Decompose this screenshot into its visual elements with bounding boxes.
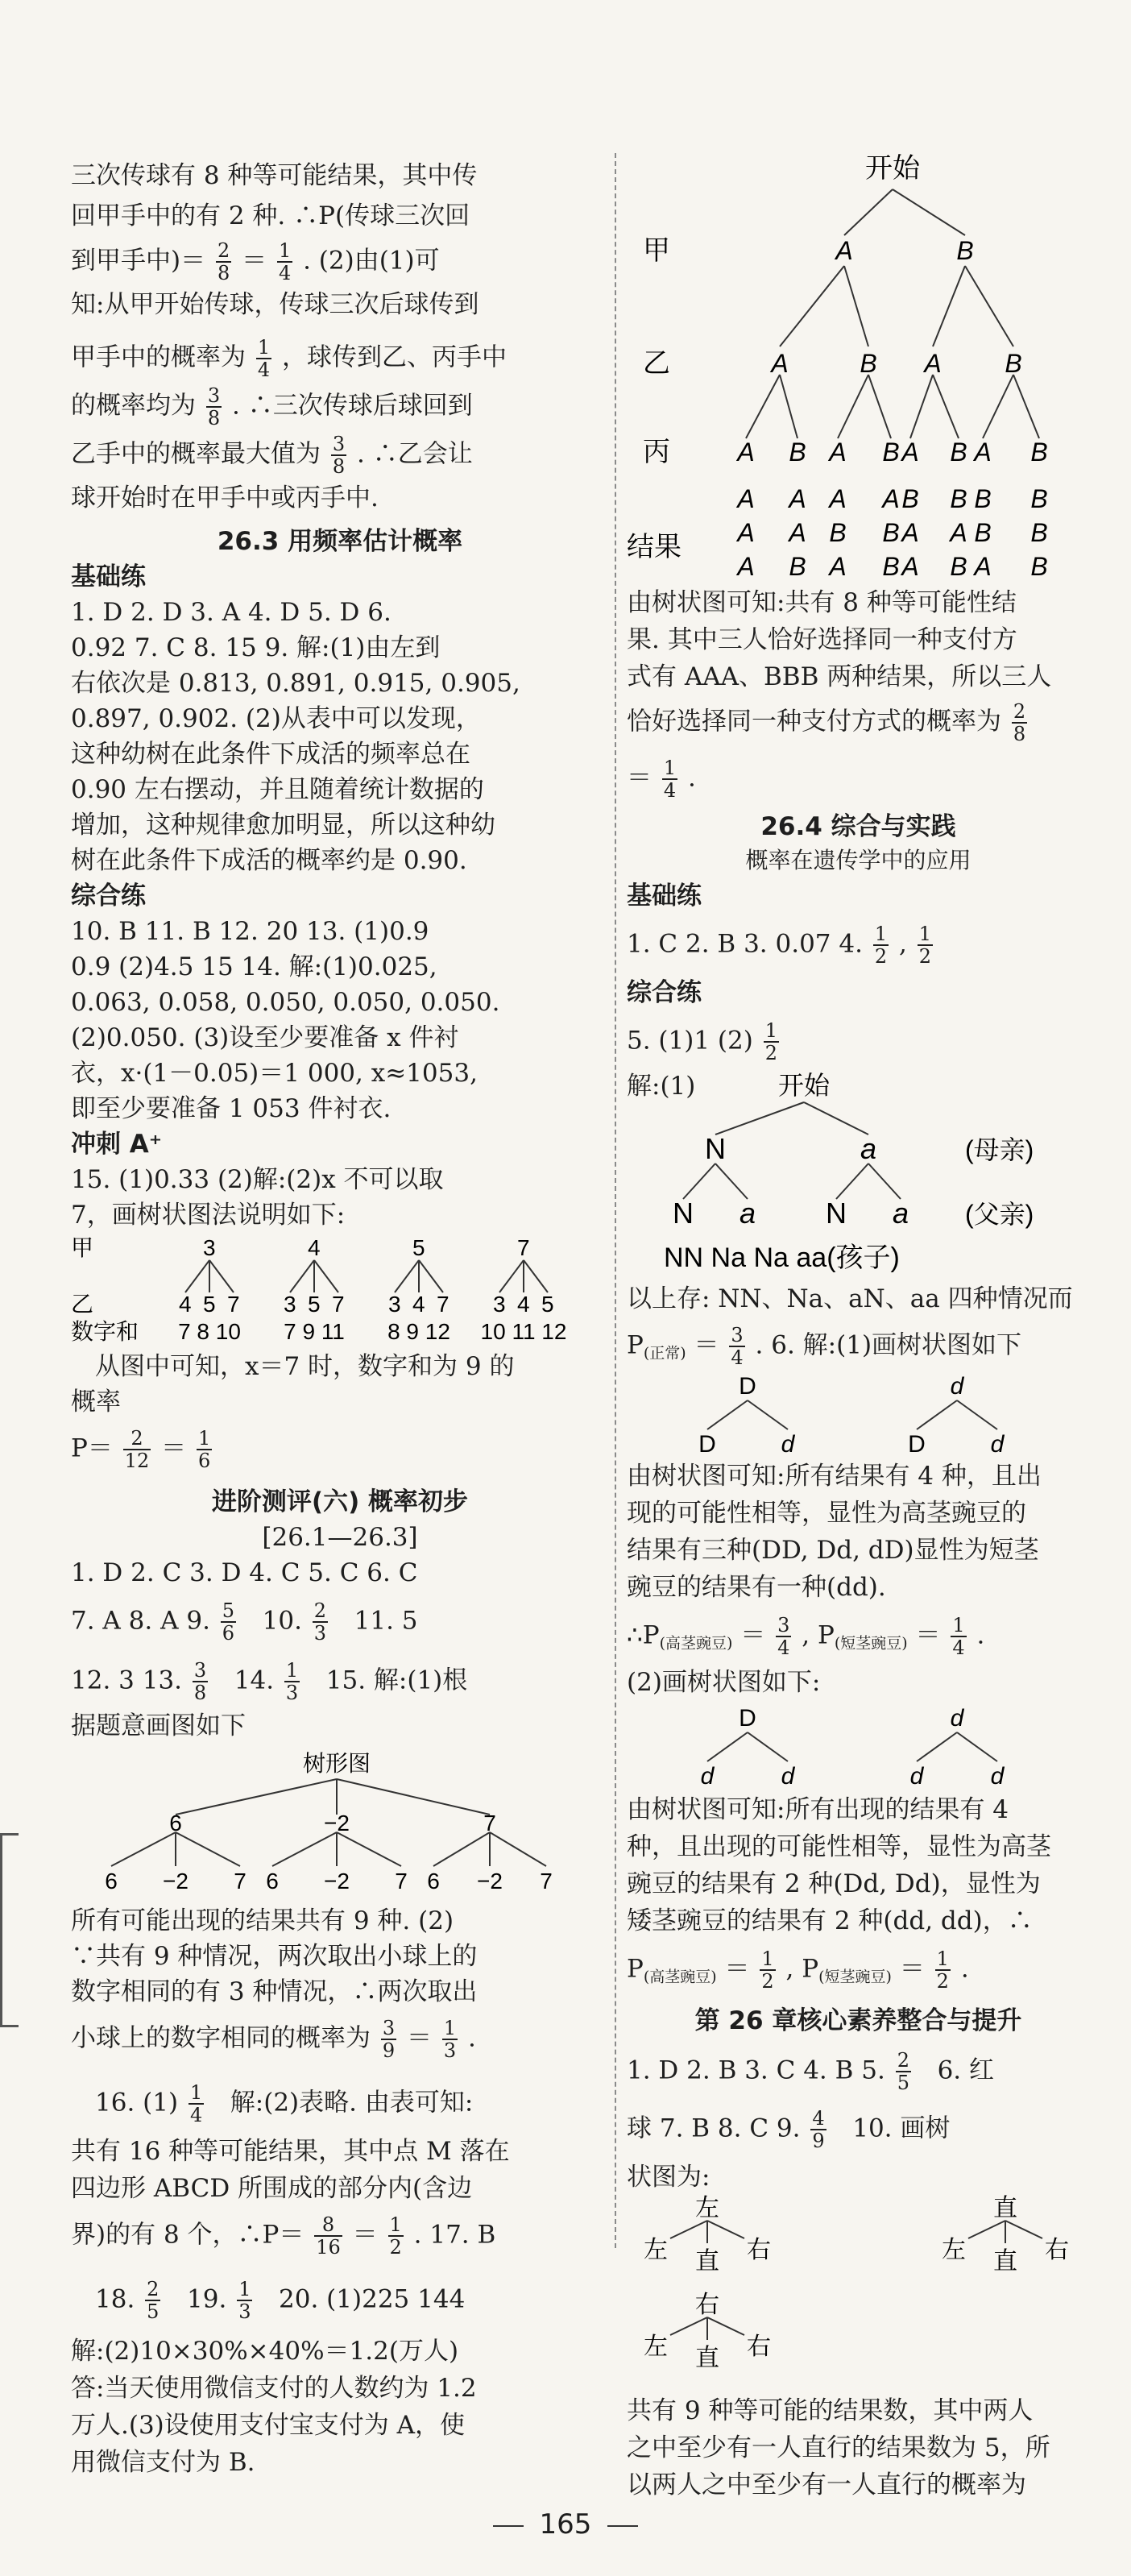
tree-node: 4	[517, 1292, 530, 1317]
text-line: 共有 9 种等可能的结果数，其中两人	[627, 2396, 1034, 2425]
fraction: $\frac{3}{8}$	[207, 384, 221, 429]
subsection-heading: 基础练	[627, 881, 702, 911]
tree-start: 开始	[777, 1071, 831, 1100]
tree-node: 3	[493, 1292, 506, 1317]
result-cell: A	[882, 484, 900, 513]
children-result: NN Na Na aa(孩子)	[664, 1242, 900, 1273]
tree-node: D	[739, 1705, 756, 1732]
tree-node: 5	[308, 1292, 321, 1317]
tree-diagram-peas-2	[627, 1702, 1090, 1790]
text-line: 从图中可知，x＝7 时，数字和为 9 的	[95, 1352, 515, 1381]
text-line: 由树状图可知:共有 8 种等可能性结	[627, 588, 1017, 617]
result-cell: B	[974, 518, 992, 547]
tree-title: 树形图	[302, 1751, 371, 1776]
tree-edges	[746, 189, 1039, 438]
sum-group: 7 9 11	[284, 1319, 345, 1344]
text-line: 之中至少有一人直行的结果数为 5，所	[627, 2433, 1050, 2462]
fraction: $\frac{1}{3}$	[443, 2017, 457, 2062]
tree-leaf: 直	[695, 2345, 719, 2371]
fraction: $\frac{5}{6}$	[222, 1599, 235, 1645]
fraction: $\frac{1}{4}$	[257, 336, 271, 381]
result-cell: B	[974, 484, 992, 513]
text-line: $\therefore P_{(高茎豌豆)}$ ＝ $\frac{3}{4}$ , $P_{(短茎豌豆)}$ ＝ $\frac{1}{4}$ .	[627, 1614, 985, 1659]
tree-leaf: 6	[266, 1869, 279, 1894]
fraction: $\frac{1}{3}$	[238, 2278, 251, 2323]
sum-group: 7 8 10	[178, 1319, 241, 1344]
result-cell: A	[737, 484, 755, 513]
fraction: $\frac{2}{8}$	[217, 239, 230, 284]
tree-node: N	[826, 1197, 847, 1230]
tree-leaf: d	[700, 1763, 715, 1790]
tree-leaf: d	[909, 1763, 924, 1790]
fraction: $\frac{1}{2}$	[918, 923, 931, 968]
tree-node: A	[924, 349, 942, 378]
text-line: 三次传球有 8 种等可能结果，其中传	[71, 161, 478, 190]
text-line: 以上存: NN、Na、aN、aa 四种情况而	[627, 1284, 1073, 1313]
tree-leaf: B	[789, 438, 806, 467]
result-cell: B	[1030, 484, 1048, 513]
tree-node: 3	[388, 1292, 401, 1317]
answer-line: 1. D 2. D 3. A 4. D 5. D 6.	[71, 598, 392, 627]
tree-leaf: 7	[540, 1869, 553, 1894]
answer-line: 1. C 2. B 3. 0.07 4. $\frac{1}{2}$ , $\frac{1}{2}$	[627, 923, 931, 968]
row-label: 结果	[627, 532, 682, 562]
page-dash-left	[493, 2525, 524, 2527]
tree-leaf: 右	[1045, 2237, 1069, 2263]
tree-node: 3	[203, 1235, 216, 1260]
fraction: $\frac{1}{2}$	[936, 1948, 949, 1993]
answer-line: 增加，这种规律愈加明显，所以这种幼	[71, 811, 495, 840]
text-line: (2)画树状图如下:	[627, 1668, 821, 1697]
tree-node: B	[860, 349, 877, 378]
text-line: 知:从甲开始传球，传球三次后球传到	[71, 290, 479, 319]
row-label: 乙	[643, 348, 670, 379]
tree-node: 4	[179, 1292, 192, 1317]
text-line: 解:(2)10×30%×40%＝1.2(万人)	[71, 2337, 459, 2366]
label-yi: 乙	[71, 1292, 94, 1317]
result-cell: A	[737, 552, 755, 581]
row-label: 丙	[643, 437, 670, 467]
tree-node: d	[950, 1373, 964, 1400]
text-line: 豌豆的结果有 2 种(Dd, Dd)，显性为	[627, 1869, 1041, 1898]
answer-line: 7. A 8. A 9. $\frac{5}{6}$ 10. $\frac{2}{3}$ 11. 5	[71, 1599, 418, 1645]
tree-edges	[707, 1400, 997, 1429]
tree-node: A	[835, 236, 853, 265]
tree-node: −2	[324, 1811, 350, 1836]
tree-node: N	[673, 1197, 694, 1230]
answer-line: 0.90 左右摆动，并且随着统计数据的	[71, 775, 484, 804]
result-cell: B	[829, 518, 847, 547]
section-heading: 进阶测评(六) 概率初步	[211, 1487, 469, 1516]
answer-line: 5. (1)1 (2) $\frac{1}{2}$	[627, 1019, 777, 1064]
sum-group: 8 9 12	[387, 1319, 450, 1344]
result-cell: A	[950, 518, 967, 547]
text-line: 式有 AAA、BBB 两种结果，所以三人	[627, 662, 1052, 691]
answer-line: 0.9 (2)4.5 15 14. 解:(1)0.025,	[71, 952, 437, 981]
result-cell: A	[789, 518, 806, 547]
tree-leaf: B	[882, 438, 900, 467]
tree-leaf: 直	[695, 2248, 719, 2275]
answer-line: 衣，x·(1－0.05)＝1 000, x≈1053,	[71, 1059, 478, 1088]
mother-label: (母亲)	[965, 1135, 1034, 1164]
text-line: 球开始时在甲手中或丙手中.	[71, 483, 379, 512]
result-cell: B	[1030, 552, 1048, 581]
result-cell: B	[901, 484, 919, 513]
result-cell: B	[882, 518, 900, 547]
text-line: 以两人之中至少有一人直行的概率为	[627, 2470, 1026, 2499]
tree-leaf: d	[781, 1763, 795, 1790]
text-line: 状图为:	[627, 2163, 710, 2192]
subsection-heading: 基础练	[71, 562, 146, 591]
text-line: 的概率均为 $\frac{3}{8}$ . ∴三次传球后球回到	[71, 384, 473, 429]
tree-node: B	[956, 236, 974, 265]
text-line: 果. 其中三人恰好选择同一种支付方	[627, 625, 1017, 654]
text-line: 豌豆的结果有一种(dd).	[627, 1573, 886, 1602]
subsection-heading: 综合练	[627, 978, 702, 1007]
result-cell: A	[737, 518, 755, 547]
answer-line: 1. D 2. C 3. D 4. C 5. C 6. C	[71, 1558, 418, 1587]
answer-line: 1. D 2. B 3. C 4. B 5. $\frac{2}{5}$ 6. 红	[627, 2049, 994, 2094]
text-line: 共有 16 种等可能结果，其中点 M 落在	[71, 2137, 510, 2166]
tree-leaf: 6	[105, 1869, 118, 1894]
answer-line: 0.92 7. C 8. 15 9. 解:(1)由左到	[71, 633, 441, 662]
fraction: $\frac{1}{2}$	[761, 1948, 774, 1993]
text-line: 16. (1) $\frac{1}{4}$ 解:(2)表略. 由表可知:	[95, 2081, 474, 2126]
text-line: ∵共有 9 种情况，两次取出小球上的	[71, 1942, 478, 1971]
tree-diagram-direction	[627, 2193, 1090, 2387]
answer-line: 0.063, 0.058, 0.050, 0.050, 0.050.	[71, 988, 500, 1017]
tree-node: 7	[483, 1811, 496, 1836]
tree-node: 右	[695, 2292, 719, 2318]
tree-edges	[670, 2221, 1042, 2340]
tree-leaf: B	[950, 438, 967, 467]
result-cell: B	[950, 484, 967, 513]
tree-leaf: A	[829, 438, 847, 467]
tree-node: 7	[517, 1235, 530, 1260]
fraction: $\frac{1}{4}$	[189, 2081, 203, 2126]
label-jia: 甲	[71, 1235, 94, 1260]
row-label: 甲	[643, 235, 670, 266]
text-line: 界)的有 8 个，∴P＝ $\frac{8}{16}$ ＝ $\frac{1}{2}$ . 17. B	[71, 2213, 496, 2259]
fraction: $\frac{1}{2}$	[764, 1019, 777, 1064]
column-divider	[615, 153, 616, 2248]
fraction: $\frac{1}{6}$	[197, 1427, 211, 1472]
section-heading: 26.3 用频率估计概率	[217, 527, 463, 556]
tree-leaf: D	[908, 1431, 926, 1458]
tree-leaf: −2	[324, 1869, 350, 1894]
tree-diagram-peas-1	[627, 1370, 1090, 1458]
answer-line: 7，画树状图法说明如下:	[71, 1201, 346, 1230]
answer-line: 树在此条件下成活的概率约是 0.90.	[71, 846, 467, 875]
fraction: $\frac{2}{5}$	[147, 2278, 160, 2323]
fraction: $\frac{4}{9}$	[812, 2107, 825, 2152]
tree-leaf: 左	[942, 2237, 966, 2263]
answer-line: 这种幼树在此条件下成活的频率总在	[71, 740, 470, 769]
tree-node: 7	[437, 1292, 450, 1317]
fraction: $\frac{3}{8}$	[193, 1659, 207, 1704]
text-line: 结果有三种(DD, Dd, dD)显性为短茎	[627, 1536, 1039, 1565]
fraction: $\frac{8}{16}$	[316, 2213, 341, 2259]
tree-leaf: A	[974, 438, 992, 467]
text-line: 数字相同的有 3 种情况，∴两次取出	[71, 1977, 478, 2006]
text-line: 乙手中的概率最大值为 $\frac{3}{8}$ . ∴乙会让	[71, 433, 473, 478]
answer-line: 18. $\frac{2}{5}$ 19. $\frac{1}{3}$ 20. (1)225 144	[95, 2278, 466, 2323]
subsection-heading: 冲刺 A⁺	[71, 1130, 163, 1159]
result-cell: A	[901, 518, 919, 547]
result-cell: B	[1030, 518, 1048, 547]
result-cell: A	[974, 552, 992, 581]
text-line: 矮茎豌豆的结果有 2 种(dd, dd)，∴	[627, 1906, 1033, 1935]
answer-line: 10. B 11. B 12. 20 13. (1)0.9	[71, 917, 429, 946]
father-label: (父亲)	[965, 1200, 1034, 1229]
text-line: 万人.(3)设使用支付宝支付为 A，使	[71, 2411, 466, 2440]
tree-leaf: d	[781, 1431, 795, 1458]
tree-start: 开始	[865, 153, 920, 184]
fraction: $\frac{3}{4}$	[777, 1614, 790, 1659]
result-cell: A	[789, 484, 806, 513]
page-number: 165	[0, 2508, 1131, 2541]
tree-leaf: d	[990, 1431, 1005, 1458]
text-line: ＝ $\frac{1}{4}$ .	[627, 757, 696, 802]
page-dash-right	[607, 2525, 638, 2527]
result-cell: B	[882, 552, 900, 581]
tree-node: 7	[227, 1292, 240, 1317]
fraction: $\frac{2}{12}$	[124, 1427, 150, 1472]
section-heading: 第 26 章核心素养整合与提升	[694, 2006, 1022, 2035]
answer-line: 12. 3 13. $\frac{3}{8}$ 14. $\frac{1}{3}$ 15. 解:(1)根	[71, 1659, 468, 1704]
tree-diagram-payment	[627, 145, 1090, 596]
tree-diagram-genetics	[627, 1065, 1090, 1283]
tree-node: a	[860, 1132, 877, 1165]
tree-node: 4	[412, 1292, 425, 1317]
tree-node: 4	[308, 1235, 321, 1260]
tree-edges	[185, 1260, 548, 1292]
tree-leaf: d	[990, 1763, 1005, 1790]
fraction: $\frac{2}{8}$	[1013, 700, 1026, 745]
fraction: $\frac{2}{5}$	[897, 2049, 909, 2094]
section-heading: 26.4 综合与实践	[760, 812, 956, 841]
fraction: $\frac{3}{4}$	[731, 1324, 744, 1369]
text-line: 概率	[71, 1388, 121, 1417]
tree-leaf: 7	[234, 1869, 246, 1894]
fraction: $\frac{1}{4}$	[278, 239, 292, 284]
text-line: P＝ $\frac{2}{12}$ ＝ $\frac{1}{6}$	[71, 1427, 211, 1472]
tree-node: 直	[993, 2195, 1017, 2221]
text-line: 所有可能出现的结果共有 9 种. (2)	[71, 1906, 454, 1935]
tree-leaf: A	[901, 438, 919, 467]
text-line: 由树状图可知:所有结果有 4 种，且出	[627, 1462, 1042, 1491]
tree-node: D	[739, 1373, 756, 1400]
answer-line: 球 7. B 8. C 9. $\frac{4}{9}$ 10. 画树	[627, 2107, 951, 2152]
text-line: 由树状图可知:所有出现的结果有 4	[627, 1795, 1009, 1824]
fraction: $\frac{1}{3}$	[285, 1659, 299, 1704]
text-line: 甲手中的概率为 $\frac{1}{4}$ ，球传到乙、丙手中	[71, 336, 507, 381]
tree-node: 3	[284, 1292, 296, 1317]
fraction: $\frac{1}{4}$	[952, 1614, 965, 1659]
tree-node: d	[950, 1705, 964, 1732]
text-line: $P_{(正常)}$ ＝ $\frac{3}{4}$ . 6. 解:(1)画树状图如下	[627, 1324, 1022, 1369]
tree-node: 7	[332, 1292, 345, 1317]
text-line: 现的可能性相等，显性为高茎豌豆的	[627, 1499, 1026, 1528]
binding-margin-mark	[0, 1833, 19, 2027]
answer-line: 0.897, 0.902. (2)从表中可以发现，	[71, 704, 481, 733]
text-line: 种，且出现的可能性相等，显性为高茎	[627, 1832, 1051, 1861]
text-line: 小球上的数字相同的概率为 $\frac{3}{9}$ ＝ $\frac{1}{3}$ .	[71, 2017, 476, 2062]
tree-node: a	[739, 1197, 756, 1230]
fraction: $\frac{3}{8}$	[332, 433, 346, 478]
text-line: 答:当天使用微信支付的人数约为 1.2	[71, 2374, 477, 2403]
tree-leaf: 直	[993, 2248, 1017, 2275]
result-cell: B	[789, 552, 806, 581]
fraction: $\frac{1}{4}$	[663, 757, 677, 802]
tree-diagram-tree-form	[71, 1747, 609, 1900]
tree-node: N	[705, 1132, 726, 1165]
text-line: 恰好选择同一种支付方式的概率为 $\frac{2}{8}$	[627, 700, 1026, 745]
tree-node: 5	[203, 1292, 216, 1317]
answer-line: 15. (1)0.33 (2)解:(2)x 不可以取	[71, 1165, 444, 1194]
fraction: $\frac{1}{2}$	[874, 923, 888, 968]
tree-node: 6	[169, 1811, 182, 1836]
tree-leaf: 右	[747, 2333, 771, 2360]
text-line: 回甲手中的有 2 种. ∴P(传球三次回	[71, 201, 470, 230]
tree-node: a	[892, 1197, 909, 1230]
text-line: 用微信支付为 B.	[71, 2448, 255, 2477]
tree-leaf: A	[737, 438, 755, 467]
tree-leaf: 右	[747, 2237, 771, 2263]
tree-leaf: 7	[395, 1869, 408, 1894]
tree-leaf: 左	[644, 2237, 668, 2263]
tree-leaf: D	[698, 1431, 716, 1458]
result-grid	[735, 484, 1047, 581]
text-line: 据题意画图如下	[71, 1711, 246, 1740]
tree-node: 5	[412, 1235, 425, 1260]
answer-line: 即至少要准备 1 053 件衬衣.	[71, 1094, 392, 1123]
fraction: $\frac{2}{3}$	[313, 1599, 327, 1645]
tree-node: 5	[541, 1292, 554, 1317]
label-sum: 数字和	[71, 1319, 139, 1344]
tree-leaf: −2	[477, 1869, 503, 1894]
tree-leaf: 左	[644, 2333, 668, 2360]
tree-node: 左	[695, 2195, 719, 2221]
tree-leaf: 6	[427, 1869, 440, 1894]
tree-leaf: −2	[163, 1869, 188, 1894]
answer-line: (2)0.050. (3)设至少要准备 x 件衬	[71, 1023, 459, 1052]
text-line: 到甲手中)＝ $\frac{2}{8}$ ＝ $\frac{1}{4}$ . (2)由(1)可	[71, 239, 440, 284]
subsection-heading: 综合练	[71, 881, 146, 911]
tree-node: A	[771, 349, 789, 378]
text-line: $P_{(高茎豌豆)}$ ＝ $\frac{1}{2}$ , $P_{(短茎豌豆)}$ ＝ $\frac{1}{2}$ .	[627, 1948, 969, 1993]
tree-edges	[707, 1732, 997, 1761]
fraction: $\frac{3}{9}$	[382, 2017, 396, 2062]
result-cell: B	[950, 552, 967, 581]
answer-line: 右依次是 0.813, 0.891, 0.915, 0.905,	[71, 669, 520, 698]
result-cell: A	[901, 552, 919, 581]
fraction: $\frac{1}{2}$	[389, 2213, 402, 2259]
sum-group: 10 11 12	[480, 1319, 567, 1344]
result-cell: A	[829, 484, 847, 513]
text-line: 四边形 ABCD 所围成的部分内(含边	[71, 2174, 473, 2203]
text-line: 解:(1)	[627, 1072, 696, 1101]
section-subtitle: 概率在遗传学中的应用	[745, 847, 972, 873]
result-cell: A	[829, 552, 847, 581]
tree-diagram-q15	[71, 1233, 609, 1346]
tree-node: B	[1005, 349, 1022, 378]
section-range: [26.1—26.3]	[262, 1523, 418, 1552]
tree-leaf: B	[1030, 438, 1048, 467]
